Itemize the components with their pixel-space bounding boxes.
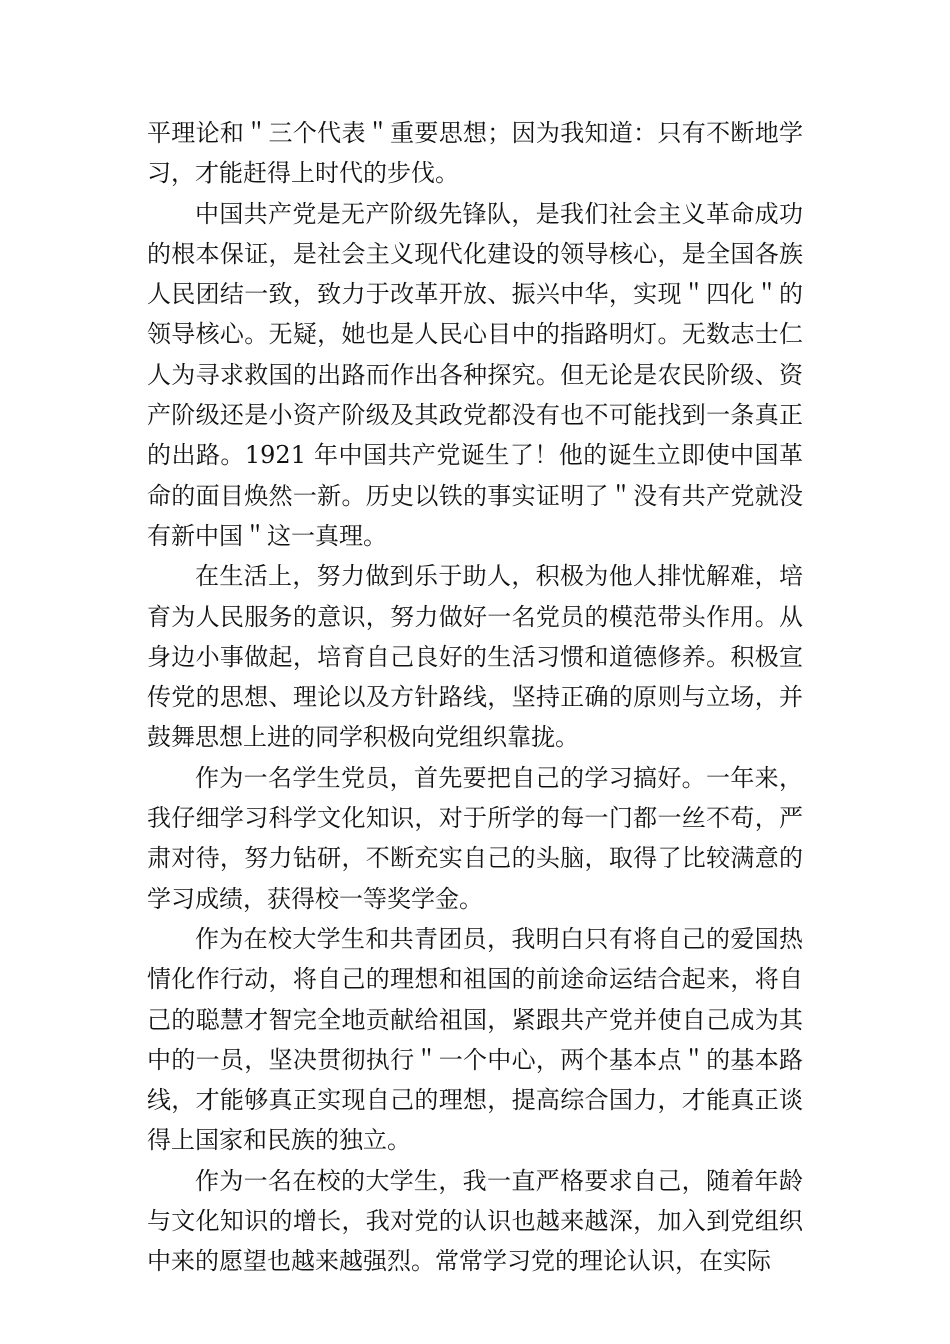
paragraph-1: 平理论和＂三个代表＂重要思想；因为我知道：只有不断地学习，才能赶得上时代的步伐。 bbox=[147, 119, 803, 188]
paragraph-4: 作为一名学生党员，首先要把自己的学习搞好。一年来，我仔细学习科学文化知识，对于所学的每一门都一丝不苟，严肃对待，努力钻研，不断充实自己的头脑，取得了比较满意的学习成绩，获得校一等奖学金。 bbox=[147, 763, 803, 913]
paragraph-5: 作为在校大学生和共青团员，我明白只有将自己的爱国热情化作行动，将自己的理想和祖国的前途命运结合起来，将自己的聪慧才智完全地贡献给祖国，紧跟共产党并使自己成为其中的一员，坚决贯彻执行＂一个中心，两个基本点＂的基本路线，才能够真正实现自己的理想，提高综合国力，才能真正谈得上国家和民族的独立。 bbox=[147, 924, 803, 1155]
paragraph-6: 作为一名在校的大学生，我一直严格要求自己，随着年龄与文化知识的增长，我对党的认识也越来越深，加入到党组织中来的愿望也越来越强烈。常常学习党的理论认识，在实际 bbox=[147, 1166, 803, 1276]
paragraph-2: 中国共产党是无产阶级先锋队，是我们社会主义革命成功的根本保证，是社会主义现代化建设的领导核心，是全国各族人民团结一致，致力于改革开放、振兴中华，实现＂四化＂的领导核心。无疑，她也是人民心目中的指路明灯。无数志士仁人为寻求救国的出路而作出各种探究。但无论是农民阶级、资产阶级还是小资产阶级及其政党都没有也不可能找到一条真正的出路。1921 年中国共产党诞生了！他的诞生立即使中国革命的面目焕然一新。历史以铁的事实证明了＂没有共产党就没有新中国＂这一真理。 bbox=[147, 199, 803, 550]
paragraph-3: 在生活上，努力做到乐于助人，积极为他人排忧解难，培育为人民服务的意识，努力做好一名党员的模范带头作用。从身边小事做起，培育自己良好的生活习惯和道德修养。积极宣传党的思想、理论以及方针路线，坚持正确的原则与立场，并鼓舞思想上进的同学积极向党组织靠拢。 bbox=[147, 562, 803, 752]
document-body bbox=[147, 113, 803, 1282]
